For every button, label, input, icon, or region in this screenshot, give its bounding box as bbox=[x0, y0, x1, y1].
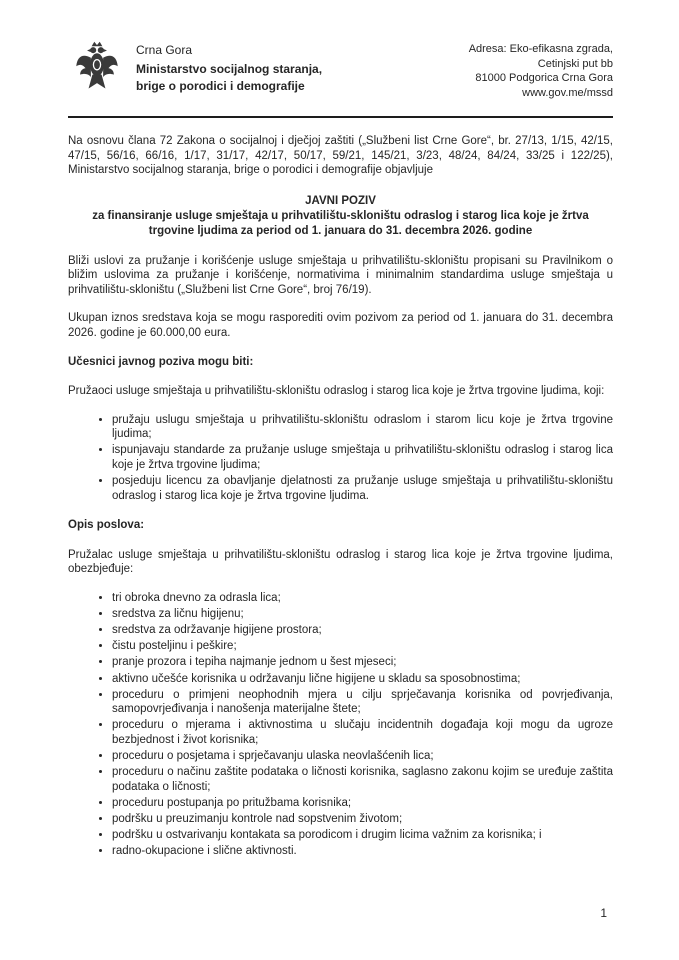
list-item: • sredstva za ličnu higijenu; bbox=[112, 607, 613, 622]
tasks-heading: Opis poslova: bbox=[68, 519, 145, 532]
list-item: • čistu posteljinu i peškire; bbox=[112, 639, 613, 654]
document-header bbox=[68, 38, 613, 100]
coat-of-arms-icon bbox=[74, 38, 120, 96]
document-title: JAVNI POZIV bbox=[305, 194, 376, 207]
funds-paragraph: Ukupan iznos sredstava koja se mogu rasporediti ovim pozivom za period od 1. januara do 31. decembra 2026. godine je 60.000,00 eura. bbox=[68, 312, 613, 339]
address-line-2: Cetinjski put bb bbox=[537, 57, 613, 70]
list-item: • ispunjavaju standarde za pružanje usluge smještaja u prihvatilištu-skloništu odraslog i starog lica koje je žrtva trgovine ljudima; bbox=[112, 443, 613, 472]
conditions-paragraph: Bliži uslovi za pružanje i korišćenje usluge smještaja u prihvatilištu-skloništu propisani su Pravilnikom o bližim uslovima za pružanje i korišćenje, normativima i minimalnim standardima usluge smještaja u prihvatilištu-skloništu („Službeni list Crne Gore“, broj 76/19). bbox=[68, 254, 613, 296]
list-item: • podršku u ostvarivanju kontakata sa porodicom i drugim licima važnim za korisnika; i bbox=[112, 828, 613, 843]
title-block bbox=[68, 194, 613, 239]
list-item: • pranje prozora i tepiha najmanje jednom u šest mjeseci; bbox=[112, 655, 613, 670]
list-item: • radno-okupacione i slične aktivnosti. bbox=[112, 844, 613, 859]
list-item: • proceduru postupanja po pritužbama korisnika; bbox=[112, 796, 613, 811]
ministry-name-line2: brige o porodici i demografije bbox=[136, 79, 305, 93]
list-item: • pružaju uslugu smještaja u prihvatilištu-skloništu odraslom i starom licu koje je žrtva trgovine ljudima; bbox=[112, 413, 613, 442]
page-number: 1 bbox=[600, 906, 607, 920]
list-item: • sredstva za održavanje higijene prostora; bbox=[112, 623, 613, 638]
list-item: • posjeduju licencu za obavljanje djelatnosti za pružanje usluge smještaja u prihvatilištu-skloništu odraslog i starog lica koje je žrtva trgovine ljudima. bbox=[112, 474, 613, 503]
ministry-name-line1: Ministarstvo socijalnog staranja, bbox=[136, 62, 323, 76]
duties-list bbox=[68, 591, 613, 859]
ministry-block bbox=[74, 38, 322, 96]
provider-duties-paragraph: Pružalac usluge smještaja u prihvatilištu-skloništu odraslog i starog lica koje je žrtva trgovine ljudima, obezbjeđuje: bbox=[68, 548, 613, 576]
list-item: • proceduru o mjerama i aktivnostima u slučaju incidentnih događaja koji mogu da ugroze bezbjednost i život korisnika; bbox=[112, 718, 613, 747]
website-url: www.gov.me/mssd bbox=[522, 86, 613, 99]
participants-list bbox=[68, 413, 613, 504]
participants-heading: Učesnici javnog poziva mogu biti: bbox=[68, 355, 254, 368]
list-item: • proceduru o posjetama i sprječavanju ulaska neovlašćenih lica; bbox=[112, 749, 613, 764]
list-item: • podršku u preuzimanju kontrole nad sopstvenim životom; bbox=[112, 812, 613, 827]
list-item: • proceduru o primjeni neophodnih mjera u cilju sprječavanja korisnika od povrjeđivanja, samopovrjeđivanja i nanošenja materijalne štete; bbox=[112, 688, 613, 717]
document-subtitle: za finansiranje usluge smještaja u prihvatilištu-skloništu odraslog i starog lica koje je žrtva trgovine ljudima za period od 1. januara do 31. decembra 2026. godine bbox=[92, 210, 589, 237]
address-line-3: 81000 Podgorica Crna Gora bbox=[475, 72, 613, 84]
list-item: • tri obroka dnevno za odrasla lica; bbox=[112, 591, 613, 606]
country-name: Crna Gora bbox=[136, 43, 193, 57]
intro-paragraph: Na osnovu člana 72 Zakona o socijalnoj i dječjoj zaštiti („Službeni list Crne Gore“, br. 27/13, 1/15, 42/15, 47/15, 56/16, 66/16, 1/17, 31/17, 42/17, 50/17, 59/21, 145/21, 3/23, 48/24, 84/24, 33/25 i 122/25), Ministarstvo socijalnog staranja, brige o porodici i demografije objavljuje bbox=[68, 135, 613, 177]
list-item: • aktivno učešće korisnika u održavanju lične higijene u skladu sa sposobnostima; bbox=[112, 672, 613, 687]
address-line-1: Adresa: Eko-efikasna zgrada, bbox=[468, 43, 613, 55]
list-item: • proceduru o načinu zaštite podataka o ličnosti korisnika, saglasno zakonu kojim se uređuje zaštita podataka o ličnosti; bbox=[112, 765, 613, 794]
header-divider bbox=[68, 116, 613, 118]
address-block bbox=[469, 38, 613, 100]
ministry-name-block bbox=[136, 38, 322, 95]
providers-paragraph: Pružaoci usluge smještaja u prihvatilištu-skloništu odraslog i starog lica koje je žrtva trgovine ljudima, koji: bbox=[68, 385, 605, 398]
document-body bbox=[68, 134, 613, 859]
